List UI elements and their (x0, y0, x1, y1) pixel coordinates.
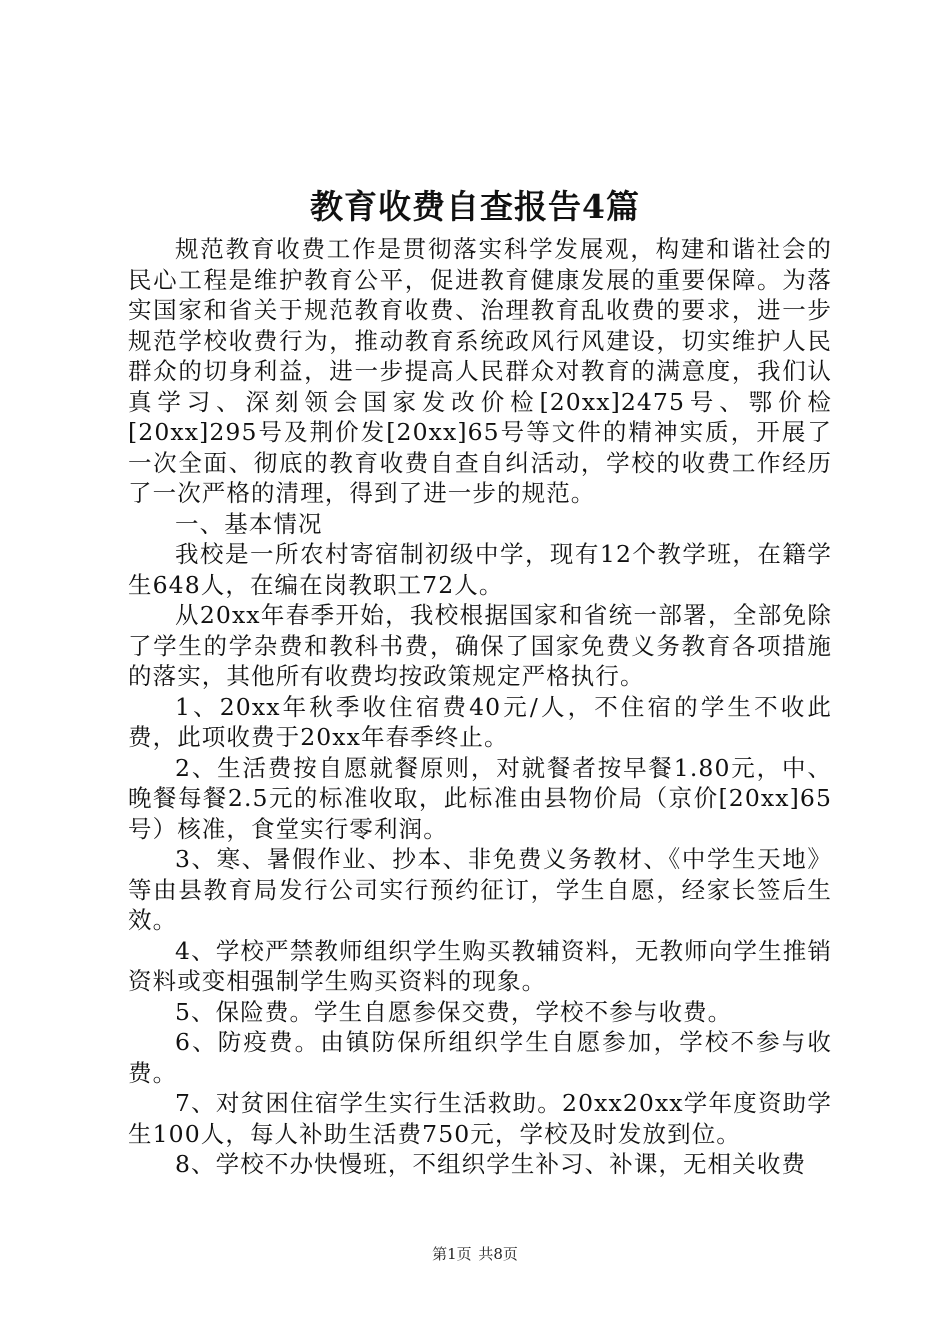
list-item-5-insurance: 5、保险费。学生自愿参保交费，学校不参与收费。 (175, 997, 733, 1026)
list-item-4-tutoring-materials: 4、学校严禁教师组织学生购买教辅资料，无教师向学生推销资料或变相强制学生购买资料的现象。 (128, 936, 832, 995)
paragraph-fee-exemption: 从20xx年春季开始，我校根据国家和省统一部署，全部免除了学生的学杂费和教科书费，确保了国家免费义务教育各项措施的落实，其他所有收费均按政策规定严格执行。 (128, 601, 832, 690)
paragraph-school-overview: 我校是一所农村寄宿制初级中学，现有12个教学班，在籍学生648人，在编在岗教职工72人。 (128, 540, 832, 599)
list-item-2-living-fee: 2、生活费按自愿就餐原则，对就餐者按早餐1.80元，中、晚餐每餐2.5元的标准收取，此标准由县物价局（京价[20xx]65号）核准，食堂实行零利润。 (128, 753, 832, 843)
document-body (128, 234, 832, 1180)
page-number: 第1页 (432, 1245, 472, 1263)
page-total: 共8页 (478, 1245, 518, 1263)
page-footer (0, 1243, 950, 1265)
list-item-3-materials: 3、寒、暑假作业、抄本、非免费义务教材、《中学生天地》等由县教育局发行公司实行预约征订，学生自愿，经家长签后生效。 (128, 845, 832, 934)
section-heading-basic-situation: 一、基本情况 (175, 509, 323, 538)
document-title: 教育收费自查报告4篇 (310, 187, 640, 226)
list-item-6-vaccination: 6、防疫费。由镇防保所组织学生自愿参加，学校不参与收费。 (128, 1028, 832, 1087)
list-item-7-subsidy: 7、对贫困住宿学生实行生活救助。20xx20xx学年度资助学生100人，每人补助生活费750元，学校及时发放到位。 (128, 1089, 832, 1148)
paragraph-intro: 规范教育收费工作是贯彻落实科学发展观，构建和谐社会的民心工程是维护教育公平，促进教育健康发展的重要保障。为落实国家和省关于规范教育收费、治理教育乱收费的要求，进一步规范学校收费行为，推动教育系统政风行风建设，切实维护人民群众的切身利益，进一步提高人民群众对教育的满意度，我们认真学习、深刻领会国家发改价检[20xx]2475号、鄂价检[20xx]295号及荆价发[20xx]65号等文件的精神实质，开展了一次全面、彻底的教育收费自查自纠活动，学校的收费工作经历了一次严格的清理，得到了进一步的规范。 (128, 235, 832, 507)
list-item-1-accommodation-fee: 1、20xx年秋季收住宿费40元/人，不住宿的学生不收此费，此项收费于20xx年春季终止。 (128, 692, 832, 751)
list-item-8-no-classes: 8、学校不办快慢班，不组织学生补习、补课，无相关收费 (175, 1150, 807, 1178)
